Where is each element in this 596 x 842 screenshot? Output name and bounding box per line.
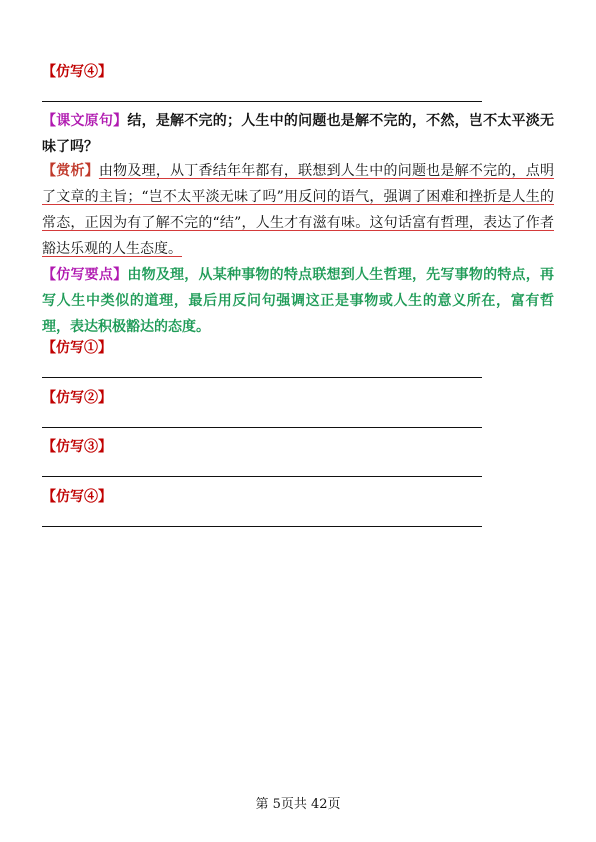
practice-label: 【仿写④】 <box>42 64 112 80</box>
practice-row-3 <box>42 437 554 477</box>
practice-label: 【仿写④】 <box>42 489 112 505</box>
answer-line-continuation[interactable] <box>42 427 84 428</box>
answer-line-continuation[interactable] <box>42 101 112 102</box>
answer-line[interactable] <box>42 462 482 477</box>
practice-row-1 <box>42 338 554 378</box>
answer-line-continuation[interactable] <box>42 377 84 378</box>
answer-line-continuation[interactable] <box>42 526 84 527</box>
appreciation-text: 由物及理，从丁香结年年都有，联想到人生中的问题也是解不完的，点明了文章的主旨；“岂不太平淡无味了吗”用反问的语气，强调了困难和挫折是人生的常态，正因为有了解不完的“结”，人生才有滋有味。这句话富有哲理，表达了作者豁达乐观的人生态度。 <box>42 163 555 257</box>
practice-label: 【仿写②】 <box>42 390 112 406</box>
answer-line[interactable] <box>42 363 482 378</box>
answer-line-continuation[interactable] <box>42 476 84 477</box>
key-points-label: 【仿写要点】 <box>42 267 128 283</box>
practice-label: 【仿写③】 <box>42 439 112 455</box>
key-points-text: 由物及理，从某种事物的特点联想到人生哲理，先写事物的特点，再写人生中类似的道理，最后用反问句强调这正是事物或人生的意义所在，富有哲理，表达积极豁达的态度。 <box>42 267 555 335</box>
practice-row-2 <box>42 388 554 428</box>
practice-row-4 <box>42 487 554 527</box>
practice-label: 【仿写①】 <box>42 340 112 356</box>
appreciation-paragraph <box>42 158 554 262</box>
page-number: 第 5页共 42页 <box>255 797 341 812</box>
original-text: 结，是解不完的；人生中的问题也是解不完的，不然，岂不太平淡无味了吗？ <box>42 113 555 155</box>
original-label: 【课文原句】 <box>42 113 128 129</box>
answer-line[interactable] <box>42 413 482 428</box>
appreciation-label: 【赏析】 <box>42 163 99 179</box>
original-sentence <box>42 108 554 160</box>
answer-line[interactable] <box>42 512 482 527</box>
answer-line[interactable] <box>42 87 482 102</box>
practice-row-top <box>42 62 554 102</box>
key-points-paragraph <box>42 262 554 340</box>
